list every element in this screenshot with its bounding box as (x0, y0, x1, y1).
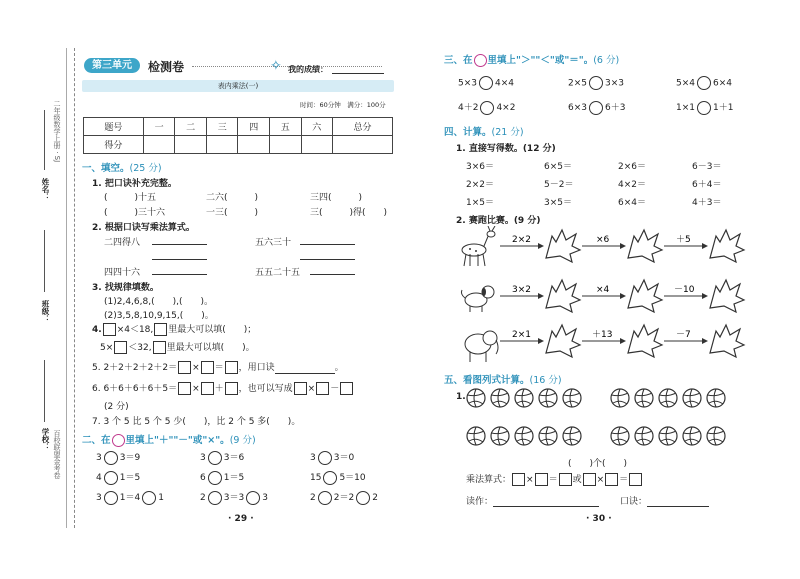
compare-item (676, 100, 733, 115)
volleyball-icon (611, 389, 629, 407)
volleyball-icon (707, 389, 725, 407)
q3-prompt: 3. 找规律填数。 (92, 283, 159, 293)
compare-circle[interactable] (697, 76, 711, 90)
calc-item: 6＋4＝ (692, 180, 722, 190)
subtitle-bar (82, 80, 394, 92)
q6-expr: 6. 6＋6＋6＋6＋5＝ (92, 384, 178, 394)
q6-text: ，也可以写成 (238, 384, 293, 394)
compare-item (568, 76, 624, 90)
compare-circle[interactable] (697, 101, 711, 115)
section-2-heading (82, 432, 256, 447)
calc-item: 3×6＝ (466, 162, 494, 172)
race-op: ＋13 (592, 330, 613, 340)
circle-icon (474, 54, 487, 67)
compare-right: 4×4 (495, 78, 514, 89)
score-cell[interactable] (238, 136, 270, 154)
answer-leaf[interactable] (710, 325, 744, 357)
q7: 7. 3 个 5 比 5 个 5 少( )，比 2 个 5 多( )。 (92, 417, 301, 427)
calc-prompt: 1. 直接写得数。(12 分) (456, 144, 556, 154)
school-label: 学校： (41, 428, 50, 451)
score-table (83, 117, 393, 154)
race-op: －10 (674, 285, 695, 295)
star-icon: ✧ (270, 58, 282, 74)
section-1-title: 一、填空。 (82, 163, 130, 174)
op-circle[interactable] (318, 451, 332, 465)
section-5-points: (16 分) (529, 375, 562, 386)
score-cell[interactable] (143, 136, 175, 154)
q4-b: 5× ＜32, 里最大可以填( )。 (100, 343, 255, 353)
elephant-icon (465, 331, 498, 362)
compare-right: 6＋3 (605, 103, 626, 113)
score-line (332, 73, 384, 74)
table-cell: 六 (301, 118, 333, 136)
calc-item: 1×5＝ (466, 198, 494, 208)
volleyball-icon (611, 427, 629, 445)
answer-box[interactable] (178, 361, 191, 374)
score-table-row (84, 136, 393, 154)
section-3-points: (6 分) (593, 55, 620, 66)
unit-badge (84, 58, 140, 73)
name-label: 姓名： (41, 178, 50, 201)
answer-box[interactable] (512, 473, 525, 486)
op-item: 3 1＝4 1 (96, 490, 164, 505)
answer-leaf[interactable] (628, 280, 662, 312)
q3-a: (1)2,4,6,8,( ),( )。 (104, 297, 214, 307)
q1-item: ( )十五 (104, 193, 157, 203)
score-cell[interactable] (206, 136, 238, 154)
compare-circle[interactable] (480, 101, 494, 115)
op-item: 4 1＝5 (96, 470, 140, 485)
answer-leaf[interactable] (628, 230, 662, 262)
compare-left: 6×3 (568, 103, 587, 113)
compare-right: 4×2 (496, 103, 516, 113)
answer-line[interactable] (152, 264, 207, 275)
class-line (44, 230, 45, 292)
op-circle[interactable] (318, 491, 332, 505)
page-title: 检测卷 (148, 60, 185, 74)
q5-end: 。 (334, 363, 344, 373)
section-4-title: 四、计算。 (444, 127, 492, 138)
section-2-points: (9 分) (229, 435, 256, 446)
compare-left: 5×3 (458, 78, 477, 89)
answer-box[interactable] (201, 361, 214, 374)
op-circle[interactable] (104, 451, 118, 465)
volleyball-icon (539, 427, 557, 445)
q2-prompt: 2. 根据口诀写乘法算式。 (92, 223, 195, 233)
table-cell: 四 (238, 118, 270, 136)
compare-left: 1×1 (676, 103, 695, 113)
answer-leaf[interactable] (546, 325, 580, 357)
compare-item (568, 100, 625, 115)
volleyball-icon (515, 427, 533, 445)
volleyball-icon (707, 427, 725, 445)
op-circle[interactable] (208, 491, 222, 505)
q4-number: 4. (92, 325, 102, 335)
q5-text: ，用口诀 (238, 363, 275, 373)
race-row (500, 325, 744, 357)
volleyball-icon (659, 427, 677, 445)
race-op: ×6 (596, 235, 610, 245)
subtitle: 表内乘法(一) (217, 82, 259, 90)
section-3-title-rest: 里填上"＞""＜"或"＝"。 (487, 55, 594, 66)
op-item: 3 3＝6 (200, 450, 244, 465)
q3-b: (2)3,5,8,10,9,15,( )。 (104, 311, 214, 321)
page-number-left: · 29 · (228, 514, 254, 524)
volleyball-icon (683, 389, 701, 407)
q1-item: ( )三十六 (104, 208, 166, 218)
answer-box[interactable] (225, 361, 238, 374)
answer-leaf[interactable] (546, 230, 580, 262)
op-circle[interactable] (208, 471, 222, 485)
section-2-title: 二、在 (82, 435, 111, 446)
volleyball-icon (539, 389, 557, 407)
grade-label: 二年级数学上册 · SJ (53, 100, 61, 163)
compare-circle[interactable] (589, 101, 603, 115)
q4-a-text: 里最大可以填( )； (168, 325, 257, 335)
class-label: 班级： (41, 300, 50, 323)
compare-item (458, 100, 515, 115)
q1-item: 一三( ) (206, 208, 259, 218)
section-1-points: (25 分) (129, 163, 162, 174)
brand-label: 百校联盟金考卷 (53, 430, 61, 479)
table-cell: 总分 (333, 118, 393, 136)
answer-box[interactable] (153, 341, 166, 354)
q4-b-expr: ＜32, (128, 343, 152, 353)
read-label: 读作： (466, 497, 494, 507)
race-op: ＋5 (676, 235, 691, 245)
op-item: 2 2＝2 2 (310, 490, 378, 505)
section-3-heading (444, 52, 619, 67)
time-info: 时间：60分钟 满分：100分 (300, 101, 386, 109)
table-cell: 题号 (84, 118, 144, 136)
title-dots (192, 66, 382, 67)
page-number-right: · 30 · (586, 514, 612, 524)
answer-box[interactable] (559, 473, 572, 486)
compare-left: 4＋2 (458, 103, 479, 113)
op-item: 2 3＝3 3 (200, 490, 268, 505)
race-op: －7 (676, 330, 691, 340)
volleyball-grid (466, 388, 728, 452)
calc-item: 2×6＝ (618, 162, 646, 172)
calc-item: 2×2＝ (466, 180, 494, 190)
compare-right: 6×4 (713, 78, 732, 89)
op-item: 15 5＝10 (310, 470, 366, 485)
score-cell[interactable] (270, 136, 302, 154)
answer-line[interactable] (647, 496, 709, 507)
volleyball-icon (491, 389, 509, 407)
race-op: ×4 (596, 285, 610, 295)
binding-line-inner (66, 48, 67, 528)
answer-line[interactable] (152, 249, 207, 260)
volleyball-icon (659, 389, 677, 407)
q4-b-text: 里最大可以填( )。 (166, 343, 255, 353)
op-item: 3 3＝0 (310, 450, 354, 465)
score-label: 我的成绩： (288, 65, 328, 74)
q1-prompt: 1. 把口诀补充完整。 (92, 179, 177, 189)
deer-icon (462, 226, 495, 266)
binding-line (74, 48, 75, 528)
op-item: 6 1＝5 (200, 470, 244, 485)
op-item: 3 3＝9 (96, 450, 140, 465)
table-cell: 得分 (84, 136, 144, 154)
ball-row-1 (467, 389, 725, 407)
table-cell: 一 (143, 118, 175, 136)
q6: 6. 6＋6＋6＋6＋5＝ × ＋ ，也可以写成 × － (92, 381, 354, 395)
op-circle[interactable] (142, 491, 156, 505)
score-table-header (84, 118, 393, 136)
answer-box[interactable] (316, 382, 329, 395)
compare-item (676, 76, 732, 90)
answer-leaf[interactable] (628, 325, 662, 357)
rhyme-label: 口诀： (620, 497, 648, 507)
op-circle[interactable] (104, 491, 118, 505)
answer-line[interactable] (493, 496, 599, 507)
answer-box[interactable] (583, 473, 596, 486)
op-circle[interactable] (208, 451, 222, 465)
table-cell: 二 (175, 118, 207, 136)
volleyball-icon (467, 427, 485, 445)
answer-line[interactable] (300, 234, 355, 245)
race-prompt: 2. 赛跑比赛。(9 分) (456, 216, 541, 226)
answer-leaf[interactable] (546, 280, 580, 312)
dog-icon (461, 286, 494, 312)
or-label: 或 (572, 475, 582, 485)
q5-1-number: 1. (456, 392, 466, 402)
table-cell: 三 (206, 118, 238, 136)
answer-line[interactable] (310, 264, 355, 275)
school-line (44, 360, 45, 422)
calc-item: 4×2＝ (618, 180, 646, 190)
compare-right: 1＋1 (713, 103, 734, 113)
answer-box[interactable] (114, 341, 127, 354)
groups-label: ( )个( ) (568, 459, 628, 469)
answer-box[interactable] (629, 473, 642, 486)
section-5-title: 五、看图列式计算。 (444, 375, 530, 386)
score-cell[interactable] (175, 136, 207, 154)
ball-row-2 (467, 427, 725, 445)
answer-box[interactable] (294, 382, 307, 395)
compare-circle[interactable] (589, 76, 603, 90)
section-4-heading (444, 124, 524, 138)
compare-left: 5×4 (676, 78, 695, 89)
volleyball-icon (515, 389, 533, 407)
answer-box[interactable] (201, 382, 214, 395)
op-circle[interactable] (246, 491, 260, 505)
volleyball-icon (563, 427, 581, 445)
volleyball-icon (635, 427, 653, 445)
answer-box[interactable] (535, 473, 548, 486)
race-diagram (456, 226, 746, 372)
answer-box[interactable] (340, 382, 353, 395)
section-5-heading (444, 372, 562, 386)
volleyball-icon (491, 427, 509, 445)
section-3-title: 三、在 (444, 55, 473, 66)
q4-a (92, 322, 256, 336)
race-op: 3×2 (512, 285, 531, 295)
volleyball-icon (635, 389, 653, 407)
answer-leaf[interactable] (710, 230, 744, 262)
compare-right: 3×3 (605, 78, 624, 89)
q2-item: 四四十六 (104, 268, 141, 278)
race-row (500, 230, 744, 262)
volleyball-icon (563, 389, 581, 407)
q5: 5. 2＋2＋2＋2＋2＝ × ＝ ，用口诀 。 (92, 363, 344, 373)
section-4-points: (21 分) (491, 127, 524, 138)
answer-line[interactable] (300, 249, 355, 260)
q2-item: 五六三十 (255, 238, 292, 248)
q5-expr: 5. 2＋2＋2＋2＋2＝ (92, 363, 178, 373)
race-row (500, 280, 744, 312)
race-op: 2×1 (512, 330, 531, 340)
op-circle[interactable] (356, 491, 370, 505)
q2-item: 二四得八 (104, 238, 141, 248)
mult-label: 乘法算式： (466, 475, 512, 485)
answer-box[interactable] (225, 382, 238, 395)
name-line (44, 110, 45, 170)
rhyme-row (620, 494, 709, 507)
calc-item: 6×4＝ (618, 198, 646, 208)
q2-item: 五五二十五 (255, 268, 301, 278)
q6-points: (2 分) (104, 402, 129, 412)
q1-item: 三( )得( ) (310, 208, 388, 218)
answer-box[interactable] (178, 382, 191, 395)
answer-line[interactable] (275, 363, 335, 374)
unit-badge-text: 第三单元 (92, 60, 132, 71)
volleyball-icon (467, 389, 485, 407)
compare-item (458, 76, 514, 90)
section-2-title-rest: 里填上"＋""－"或"×"。 (125, 435, 230, 446)
score-cell[interactable] (301, 136, 333, 154)
score-cell[interactable] (333, 136, 393, 154)
answer-box[interactable] (103, 323, 116, 336)
q4-b-op: × (105, 343, 114, 353)
q1-item: 二六( ) (206, 193, 259, 203)
race-op: 2×2 (512, 235, 531, 245)
answer-leaf[interactable] (710, 280, 744, 312)
section-1-heading (82, 160, 162, 174)
q4-a-expr: ×4＜18, (116, 325, 154, 335)
calc-item: 4＋3＝ (692, 198, 722, 208)
volleyball-icon (683, 427, 701, 445)
op-circle[interactable] (323, 471, 337, 485)
calc-item: 5－2＝ (544, 180, 574, 190)
compare-left: 2×5 (568, 78, 587, 89)
circle-icon (112, 434, 125, 447)
answer-box[interactable] (605, 473, 618, 486)
calc-item: 6×5＝ (544, 162, 572, 172)
compare-circle[interactable] (479, 76, 493, 90)
answer-line[interactable] (152, 234, 207, 245)
read-row (466, 494, 599, 507)
q1-item: 三四( ) (310, 193, 363, 203)
table-cell: 五 (270, 118, 302, 136)
calc-item: 3×5＝ (544, 198, 572, 208)
calc-item: 6－3＝ (692, 162, 722, 172)
op-circle[interactable] (104, 471, 118, 485)
mult-row: 乘法算式： × ＝ 或 × ＝ (466, 472, 643, 486)
answer-box[interactable] (154, 323, 167, 336)
